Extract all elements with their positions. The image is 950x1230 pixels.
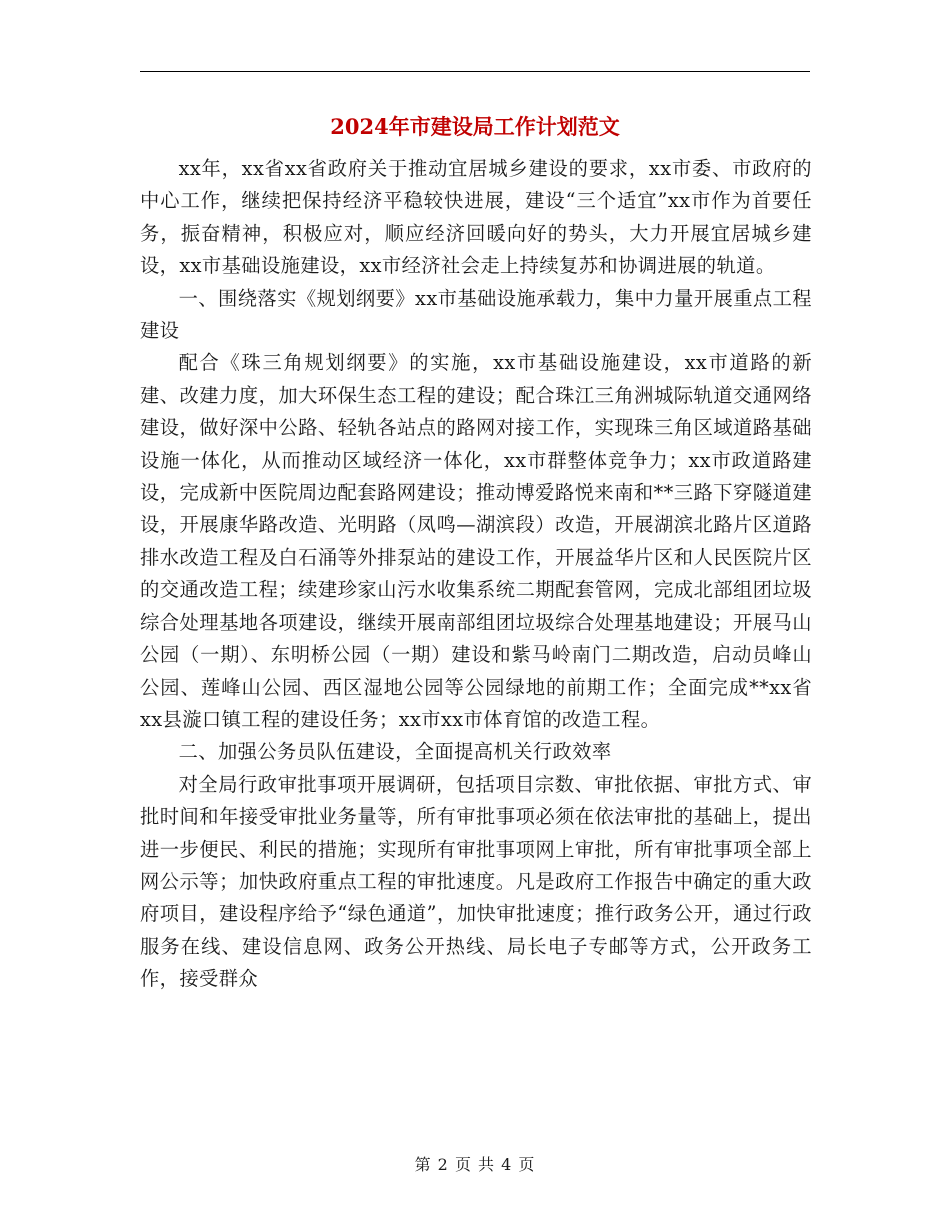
document-body — [140, 153, 812, 996]
page-number-footer: 第 2 页 共 4 页 — [414, 1155, 536, 1174]
section-heading-1: 一、围绕落实《规划纲要》xx市基础设施承载力，集中力量开展重点工程建设 — [140, 286, 812, 343]
section-heading-2: 二、加强公务员队伍建设，全面提高机关行政效率 — [178, 740, 612, 764]
document-title: 2024年市建设局工作计划范文 — [330, 114, 620, 139]
paragraph-intro: xx年，xx省xx省政府关于推动宜居城乡建设的要求，xx市委、市政府的中心工作，继续把保持经济平稳较快进展，建设“三个适宜”xx市作为首要任务，振奋精神，积极应对，顺应经济回暖向好的势头，大力开展宜居城乡建设，xx市基础设施建设，xx市经济社会走上持续复苏和协调进展的轨道。 — [140, 157, 812, 278]
paragraph-section-1: 配合《珠三角规划纲要》的实施，xx市基础设施建设，xx市道路的新建、改建力度，加大环保生态工程的建设；配合珠江三角洲城际轨道交通网络建设，做好深中公路、轻轨各站点的路网对接工作，实现珠三角区域道路基础设施一体化，从而推动区域经济一体化，xx市群整体竞争力；xx市政道路建设，完成新中医院周边配套路网建设；推动博爱路悦来南和**三路下穿隧道建设，开展康华路改造、光明路（凤鸣—湖滨段）改造，开展湖滨北路片区道路排水改造工程及白石涌等外排泵站的建设工作，开展益华片区和人民医院片区的交通改造工程；续建珍家山污水收集系统二期配套管网，完成北部组团垃圾综合处理基地各项建设，继续开展南部组团垃圾综合处理基地建设；开展马山公园（一期）、东明桥公园（一期）建设和紫马岭南门二期改造，启动员峰山公园、莲峰山公园、西区湿地公园等公园绿地的前期工作；全面完成**xx省xx县漩口镇工程的建设任务；xx市xx市体育馆的改造工程。 — [140, 351, 812, 731]
header-rule — [140, 71, 810, 72]
paragraph-section-2: 对全局行政审批事项开展调研，包括项目宗数、审批依据、审批方式、审批时间和年接受审批业务量等，所有审批事项必须在依法审批的基础上，提出进一步便民、利民的措施；实现所有审批事项网上审批，所有审批事项全部上网公示等；加快政府重点工程的审批速度。凡是政府工作报告中确定的重大政府项目，建设程序给予“绿色通道”，加快审批速度；推行政务公开，通过行政服务在线、建设信息网、政务公开热线、局长电子专邮等方式，公开政务工作，接受群众 — [140, 772, 812, 991]
